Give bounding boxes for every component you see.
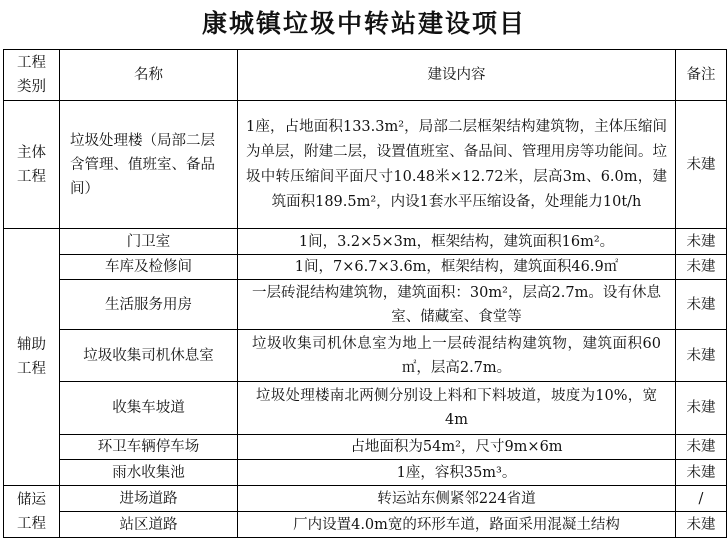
row-note: 未建 — [676, 280, 727, 330]
row-note: 未建 — [676, 435, 727, 460]
table-row — [4, 460, 727, 486]
row-name: 垃圾收集司机休息室 — [60, 330, 238, 382]
header-category-line1: 工程 — [17, 55, 46, 71]
project-table — [3, 49, 727, 538]
category-main — [4, 101, 60, 229]
category-storage-line1: 储运 — [17, 491, 46, 508]
page-title: 康城镇垃圾中转站建设项目 — [201, 9, 526, 38]
row-content: 1座，容积35m³。 — [238, 460, 676, 486]
row-note: 未建 — [676, 255, 727, 280]
row-content: 垃圾收集司机休息室为地上一层砖混结构建筑物，建筑面积60㎡，层高2.7m。 — [238, 330, 676, 382]
row-content: 垃圾处理楼南北两侧分别设上料和下料坡道，坡度为10%，宽4m — [238, 382, 676, 435]
table-row — [4, 435, 727, 460]
row-name: 门卫室 — [60, 229, 238, 255]
row-note: / — [676, 486, 727, 512]
category-aux-line1: 辅助 — [17, 337, 46, 353]
row-name: 站区道路 — [60, 512, 238, 538]
row-note: 未建 — [676, 101, 727, 229]
row-content: 1间，3.2×5×3m，框架结构，建筑面积16m²。 — [238, 229, 676, 255]
category-main-line1: 主体 — [17, 144, 46, 161]
table-row — [4, 255, 727, 280]
row-content: 占地面积为54m²，尺寸9m×6m — [238, 435, 676, 460]
table-row — [4, 101, 727, 229]
row-name: 进场道路 — [60, 486, 238, 512]
row-name: 车库及检修间 — [60, 255, 238, 280]
row-name: 垃圾处理楼（局部二层含管理、值班室、备品间） — [60, 101, 238, 229]
table-row — [4, 486, 727, 512]
header-name: 名称 — [60, 50, 238, 101]
row-content: 一层砖混结构建筑物，建筑面积：30m²，层高2.7m。设有休息室、储藏室、食堂等 — [238, 280, 676, 330]
row-note: 未建 — [676, 330, 727, 382]
header-note: 备注 — [676, 50, 727, 101]
table-row — [4, 229, 727, 255]
category-storage — [4, 486, 60, 538]
row-name: 收集车坡道 — [60, 382, 238, 435]
row-note: 未建 — [676, 460, 727, 486]
category-storage-line2: 工程 — [17, 515, 46, 532]
header-row — [4, 50, 727, 101]
row-content: 厂内设置4.0m宽的环形车道，路面采用混凝土结构 — [238, 512, 676, 538]
row-note: 未建 — [676, 382, 727, 435]
row-content: 1座，占地面积133.3m²，局部二层框架结构建筑物，主体压缩间为单层，附建二层，设置值班室、备品间、管理用房等功能间。垃圾中转压缩间平面尺寸10.48米×12.72米，层高3m、6.0m，建筑面积189.5m²，内设1套水平压缩设备，处理能力10t/h — [238, 101, 676, 229]
header-content: 建设内容 — [238, 50, 676, 101]
category-aux-line2: 工程 — [17, 361, 46, 377]
row-name: 生活服务用房 — [60, 280, 238, 330]
category-aux — [4, 229, 60, 486]
table-row — [4, 382, 727, 435]
table-row — [4, 512, 727, 538]
row-note: 未建 — [676, 512, 727, 538]
table-row — [4, 280, 727, 330]
row-name: 雨水收集池 — [60, 460, 238, 486]
row-content: 转运站东侧紧邻224省道 — [238, 486, 676, 512]
row-content: 1间，7×6.7×3.6m，框架结构，建筑面积46.9㎡ — [238, 255, 676, 280]
header-category — [4, 50, 60, 101]
row-note: 未建 — [676, 229, 727, 255]
header-category-line2: 类别 — [17, 79, 46, 95]
table-row — [4, 330, 727, 382]
row-name: 环卫车辆停车场 — [60, 435, 238, 460]
category-main-line2: 工程 — [17, 168, 46, 185]
